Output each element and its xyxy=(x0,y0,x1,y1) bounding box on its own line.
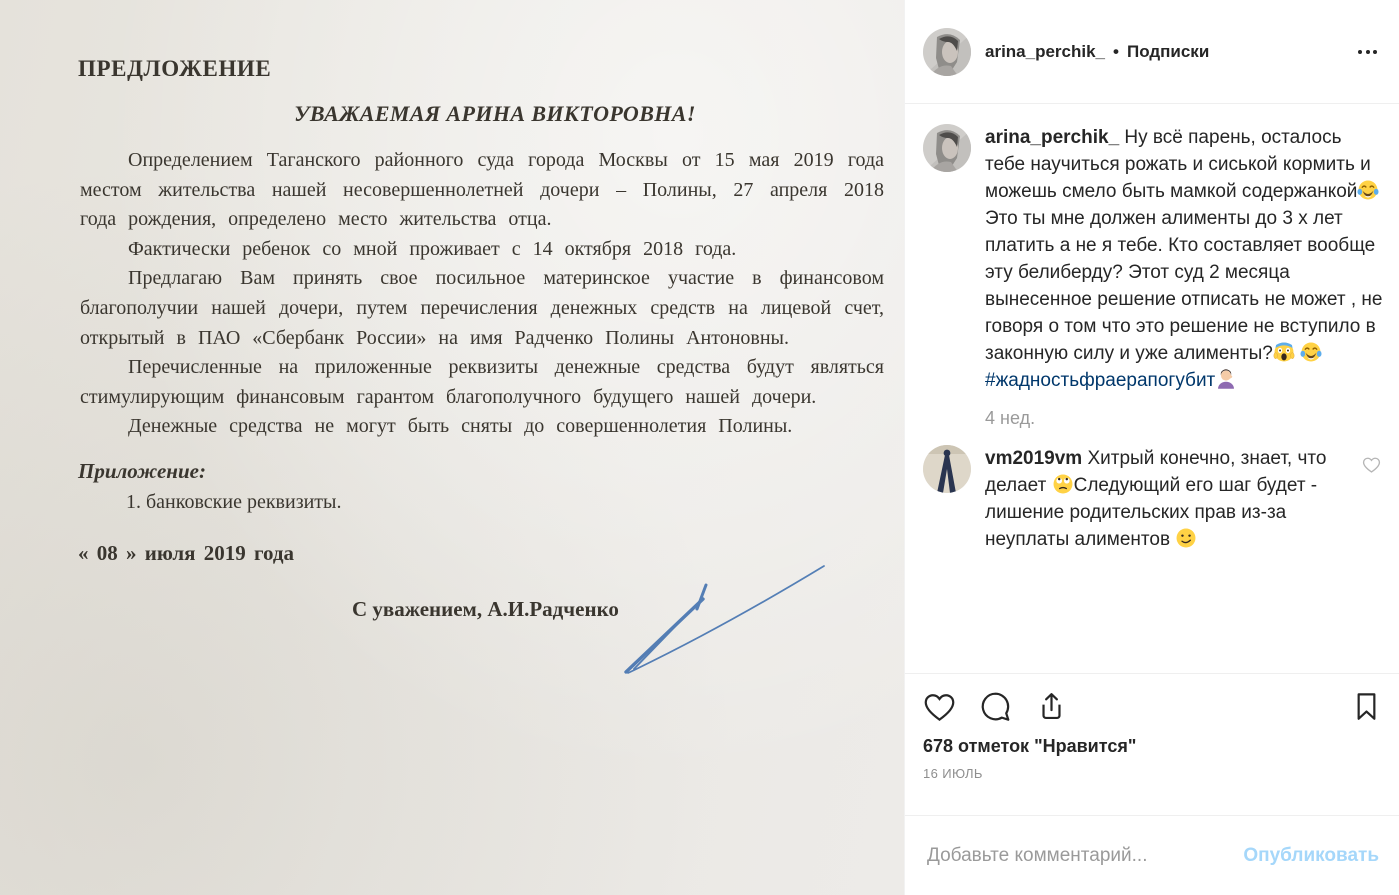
woman-facepalming-emoji xyxy=(1215,367,1237,394)
comment-username[interactable]: vm2019vm xyxy=(985,448,1083,469)
caption-body: Ну всё парень, осталось тебе научиться рожать и сиськой кормить и можешь смело быть мамкой содержанкойЭто ты мне должен алименты до 3 х лет платить а не я тебе. Кто составляет вообще эту белиберду? Этот суд 2 месяца вынесенное решение отписать не может , не говоря о том что это решение не вступило в законную силу и уже алименты? #жадностьфраерапогубит xyxy=(985,127,1382,391)
publish-button[interactable]: Опубликовать xyxy=(1243,844,1379,866)
comments-area xyxy=(905,104,1399,673)
caption-text xyxy=(985,124,1383,394)
add-comment-input[interactable] xyxy=(925,844,1231,868)
document-body xyxy=(80,146,884,442)
caption-username[interactable]: arina_perchik_ xyxy=(985,127,1120,148)
document-signoff: С уважением, А.И.Радченко xyxy=(352,597,619,621)
post-detail-panel xyxy=(904,0,1399,895)
header-separator: • xyxy=(1113,41,1119,61)
face-screaming-in-fear-emoji xyxy=(1273,340,1295,367)
document-paragraph: Фактически ребенок со мной проживает с 14 октября 2018 года. xyxy=(128,237,737,260)
header-names xyxy=(985,42,1344,62)
comment-bubble-icon[interactable] xyxy=(979,690,1012,723)
bookmark-save-icon[interactable] xyxy=(1350,690,1383,723)
document-salutation: УВАЖАЕМАЯ АРИНА ВИКТОРОВНА! xyxy=(294,101,696,126)
commenter-avatar[interactable] xyxy=(923,445,971,493)
face-with-tears-of-joy-emoji xyxy=(1357,178,1379,205)
author-avatar[interactable] xyxy=(923,28,971,76)
pen-signature xyxy=(592,545,837,685)
comment-block xyxy=(923,445,1383,553)
comment-text xyxy=(985,445,1347,553)
comment-body: Хитрый конечно, знает, что делает Следующий его шаг будет - лишение родительских прав из-за неуплаты алиментов xyxy=(985,448,1326,550)
share-arrow-icon[interactable] xyxy=(1035,690,1068,723)
comment-composer xyxy=(905,815,1399,895)
like-heart-icon[interactable] xyxy=(923,690,956,723)
document-date-line: « 08 » июля 2019 года xyxy=(78,541,295,565)
document-title: ПРЕДЛОЖЕНИЕ xyxy=(78,56,272,81)
shadow-photo-image xyxy=(923,445,971,493)
document-attachment-item: 1. банковские реквизиты. xyxy=(126,491,342,513)
smirking-face-emoji xyxy=(1175,526,1197,553)
document-paragraph: Денежные средства не могут быть сняты до совершеннолетия Полины. xyxy=(128,415,793,438)
face-with-tears-of-joy-emoji xyxy=(1300,340,1322,367)
caption-timestamp: 4 нед. xyxy=(985,408,1036,428)
caption-author-avatar[interactable] xyxy=(923,124,971,172)
following-button[interactable]: Подписки xyxy=(1126,41,1210,61)
likes-count[interactable]: 678 отметок "Нравится" xyxy=(923,736,1137,756)
post-date: 16 ИЮЛЬ xyxy=(923,766,983,781)
caption-block xyxy=(923,124,1383,429)
document-attachment-heading: Приложение: xyxy=(78,459,206,483)
header-username[interactable]: arina_perchik_ xyxy=(985,41,1106,61)
hashtag-link[interactable]: #жадностьфраерапогубит xyxy=(985,370,1216,391)
comment-like-heart-icon[interactable] xyxy=(1362,455,1381,479)
document-paragraph: Предлагаю Вам принять свое посильное материнское участие в финансовом благополучии нашей дочери, путем перечисления денежных средств на лицевой счет, открытый в ПАО «Сбербанк России» на имя Радченко Полины Антоновны. xyxy=(80,267,884,349)
post-header xyxy=(905,0,1399,104)
face-with-rolling-eyes-emoji xyxy=(1052,472,1074,499)
grayscale-portrait-image xyxy=(923,124,971,172)
grayscale-portrait-image xyxy=(923,28,971,76)
actions-section xyxy=(905,673,1399,815)
document-paragraph: Перечисленные на приложенные реквизиты денежные средства будут являться стимулирующим финансовым гарантом благополучного будущего нашей дочери. xyxy=(80,356,884,408)
document-paragraph: Определением Таганского районного суда города Москвы от 15 мая 2019 года местом жительства нашей несовершеннолетней дочери – Полины, 27 апреля 2018 года рождения, определено место жительства отца. xyxy=(80,149,884,231)
action-icons-row xyxy=(923,683,1383,729)
more-options-icon[interactable] xyxy=(1358,40,1377,64)
